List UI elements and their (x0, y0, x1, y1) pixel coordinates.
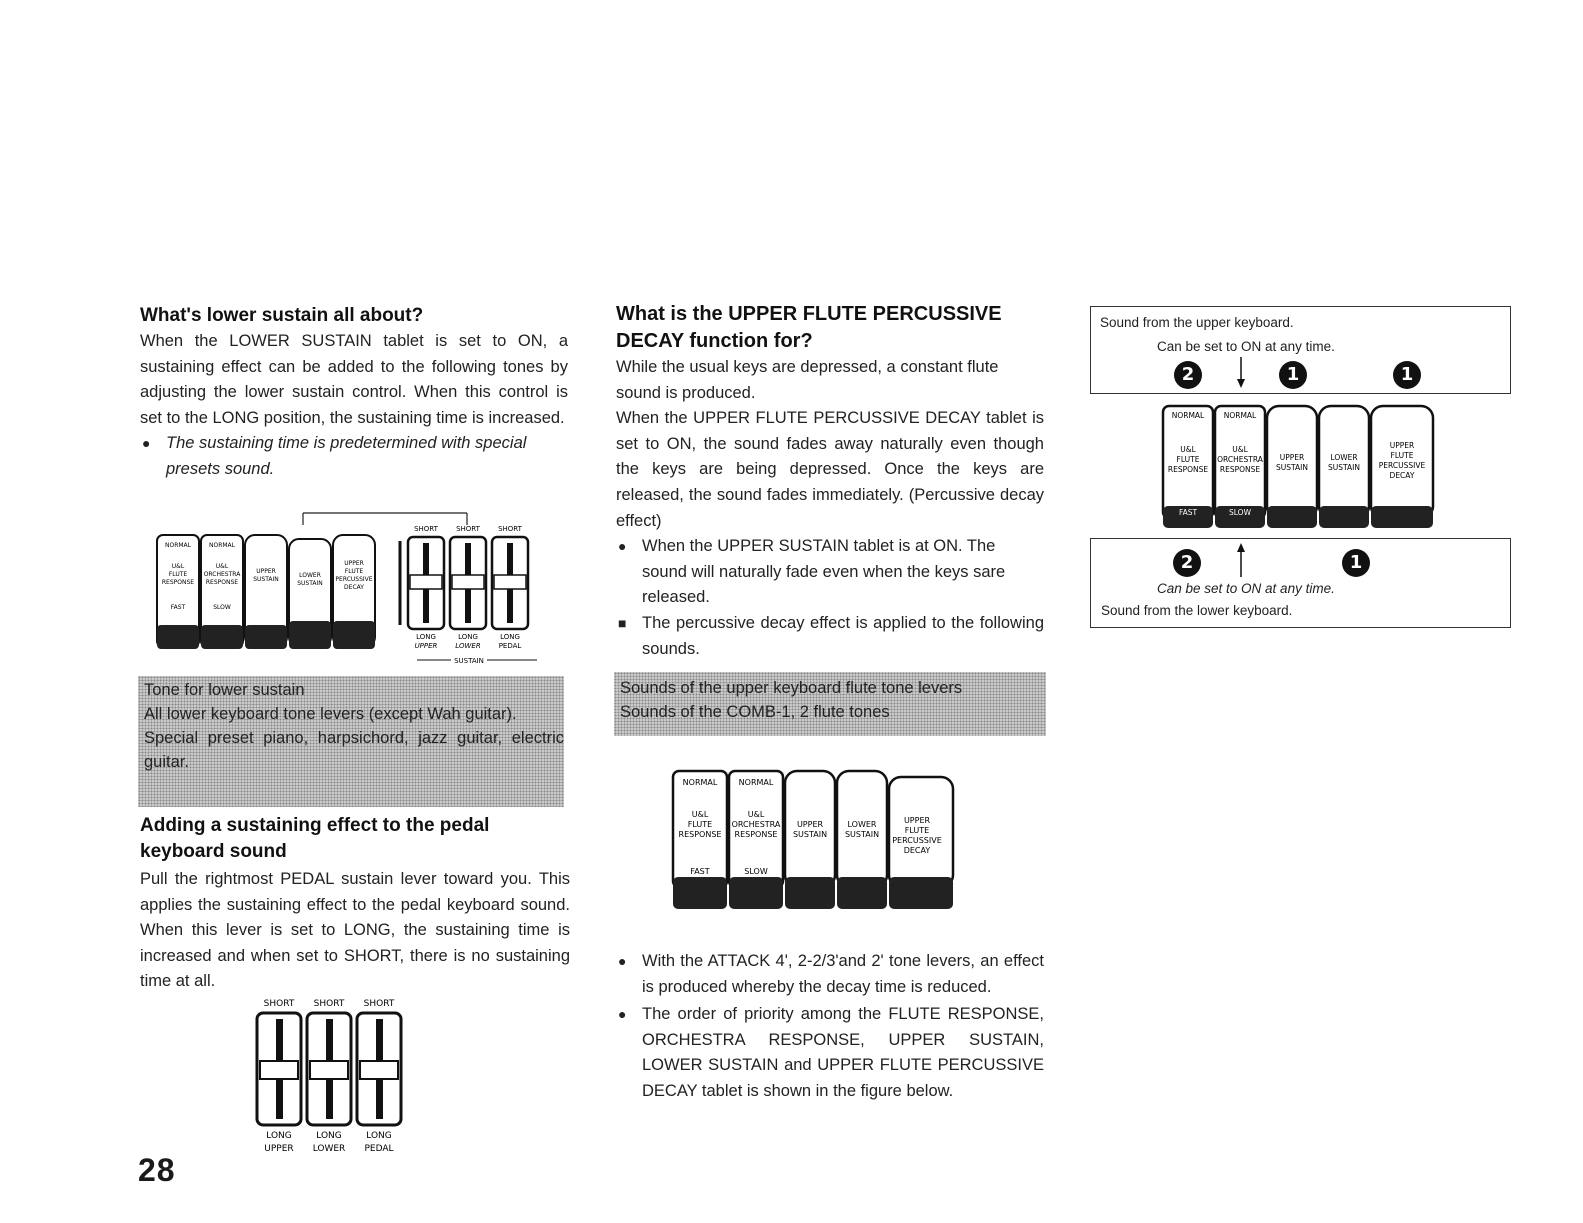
priority-tablets-diagram (670, 765, 960, 915)
sustain-bullet-text: The sustaining time is predetermined with special presets sound. (166, 434, 527, 478)
lower-sustain-tones-title: Tone for lower sustain (144, 681, 305, 699)
lower-sustain-tones-line1: All lower keyboard tone levers (except Wah guitar). (144, 705, 517, 723)
tab1-flute: FLUTE (168, 571, 188, 578)
r1-flute: FLUTE (1176, 455, 1200, 464)
lever2-short: SHORT (456, 525, 480, 533)
upper-box-note: Can be set to ON at any time. (1157, 339, 1335, 354)
r2-response: RESPONSE (1219, 465, 1261, 474)
lever1-upper: UPPER (414, 642, 438, 650)
bullet-icon: ● (142, 435, 151, 452)
lever-pedal (492, 525, 528, 650)
lever2-lower: LOWER (455, 642, 481, 650)
lever-lower (450, 525, 486, 650)
tab2-response: RESPONSE (205, 579, 239, 586)
sustain-body: When the LOWER SUSTAIN tablet is set to ON, a sustaining effect can be added to the following tones by adjusting the lower sustain control. When this control is set to the LONG position, the sustaining time is increased. (140, 332, 568, 427)
tablet-normal-flute (157, 535, 199, 649)
tab5-flute: FLUTE (344, 568, 364, 575)
tab2-ul: U&L (215, 563, 229, 570)
decay-bullet4-text: The order of priority among the FLUTE RESPONSE, ORCHESTRA RESPONSE, UPPER SUSTAIN, LOWER SUSTAIN and UPPER FLUTE PERCUSSIVE DECAY tablet is shown in the figure below. (642, 1005, 1044, 1100)
m2-slow: SLOW (744, 867, 768, 876)
decay-bullet2 (616, 611, 1044, 662)
pedal-lever-pedal (357, 999, 401, 1154)
number-one-icon: 1 (1279, 361, 1307, 389)
r1-response: RESPONSE (1167, 465, 1209, 474)
arrow-up-icon (1234, 543, 1248, 577)
bullet-icon: ■ (618, 614, 627, 631)
tab3-upper: UPPER (256, 568, 276, 575)
m1-flute: FLUTE (687, 820, 713, 829)
sustain-heading: What's lower sustain all about? (140, 305, 424, 326)
m5-percussive: PERCUSSIVE (892, 836, 942, 845)
lever3-pedal: PEDAL (498, 642, 522, 650)
r4-lower: LOWER (1330, 453, 1358, 462)
rtablet-upper-sustain (1267, 406, 1317, 528)
tab1-response: RESPONSE (161, 579, 195, 586)
bullet-icon: ● (618, 538, 627, 555)
plever3-long: LONG (366, 1131, 392, 1141)
page-number: 28 (138, 1152, 176, 1188)
r1-fast: FAST (1178, 508, 1198, 517)
plever3-pedal: PEDAL (364, 1144, 394, 1154)
lever1-long: LONG (416, 633, 436, 641)
lower-keyboard-box (1090, 538, 1511, 628)
m3-upper: UPPER (796, 820, 824, 829)
mtablet-flute (673, 771, 727, 909)
r3-sustain: SUSTAIN (1276, 463, 1308, 472)
m1-ul: U&L (691, 810, 709, 819)
rtablet-flute (1163, 406, 1213, 528)
rtablet-orchestra (1215, 406, 1265, 528)
lower-sustain-tones-box (138, 676, 564, 807)
m5-upper: UPPER (903, 816, 931, 825)
arrow-down-icon (1234, 357, 1248, 389)
m2-ul: U&L (747, 810, 765, 819)
rtablet-lower-sustain (1319, 406, 1369, 528)
column-middle-bottom (616, 949, 1044, 1105)
r5-percussive: PERCUSSIVE (1378, 461, 1426, 470)
tab5-upper: UPPER (344, 560, 364, 567)
r1-normal: NORMAL (1171, 411, 1205, 420)
tab5-decay: DECAY (344, 584, 364, 591)
mtablet-orchestra (729, 771, 783, 909)
column-middle (616, 301, 1044, 662)
lower-box-title: Sound from the lower keyboard. (1101, 603, 1293, 618)
m2-normal: NORMAL (738, 778, 774, 787)
m4-lower: LOWER (847, 820, 877, 829)
plever1-short: SHORT (263, 999, 295, 1009)
number-two-icon: 2 (1174, 361, 1202, 389)
m5-decay: DECAY (903, 846, 931, 855)
plever1-long: LONG (266, 1131, 292, 1141)
tab1-fast: FAST (170, 604, 186, 611)
right-tablets-diagram (1160, 402, 1440, 532)
decay-sounds-line1: Sounds of the upper keyboard flute tone levers (620, 679, 963, 697)
plever3-short: SHORT (363, 999, 395, 1009)
r3-upper: UPPER (1279, 453, 1305, 462)
tab1-normal: NORMAL (164, 542, 192, 549)
number-one-icon: 1 (1393, 361, 1421, 389)
plever2-lower: LOWER (312, 1144, 346, 1154)
lower-sustain-diagram (155, 505, 545, 670)
bullet-icon: ● (618, 953, 627, 969)
decay-sounds-line2: Sounds of the COMB-1, 2 flute tones (620, 703, 890, 721)
decay-bullet1-text: When the UPPER SUSTAIN tablet is at ON. The sound will naturally fade even when the keys sare released. (642, 537, 1006, 607)
bullet-icon: ● (618, 1006, 627, 1023)
column-left (140, 303, 568, 483)
tab2-orchestra: ORCHESTRA (203, 571, 241, 578)
lever-group-sustain: SUSTAIN (454, 657, 484, 665)
lever1-short: SHORT (414, 525, 438, 533)
tablet-upper-flute-percussive-decay (333, 535, 375, 649)
lever-upper (408, 525, 444, 650)
mtablet-lower-sustain (837, 771, 887, 909)
lever3-long: LONG (500, 633, 520, 641)
plever1-upper: UPPER (264, 1144, 294, 1154)
m1-normal: NORMAL (682, 778, 718, 787)
tablet-lower-sustain (289, 539, 331, 649)
tab1-ul: U&L (171, 563, 185, 570)
m4-sustain: SUSTAIN (844, 830, 880, 839)
plever2-long: LONG (316, 1131, 342, 1141)
lower-sustain-tones-line2: Special preset piano, harpsichord, jazz guitar, electric guitar. (144, 729, 564, 771)
m1-fast: FAST (690, 867, 710, 876)
pedal-sustain-levers-diagram (250, 993, 420, 1163)
r2-slow: SLOW (1229, 508, 1251, 517)
mtablet-percussive-decay (889, 777, 953, 909)
r5-upper: UPPER (1389, 441, 1415, 450)
r5-decay: DECAY (1389, 471, 1415, 480)
pedal-lever-lower (307, 999, 351, 1154)
decay-para1: While the usual keys are depressed, a constant flute sound is produced. (616, 358, 999, 402)
decay-bullet1 (616, 534, 1044, 611)
decay-heading: What is the UPPER FLUTE PERCUSSIVE DECAY function for? (616, 303, 1002, 352)
tab5-percussive: PERCUSSIVE (335, 576, 373, 583)
mtablet-upper-sustain (785, 771, 835, 909)
r2-orchestra: ORCHESTRA (1217, 455, 1263, 464)
tab2-normal: NORMAL (208, 542, 236, 549)
tablet-normal-orchestra (201, 535, 243, 649)
r4-sustain: SUSTAIN (1328, 463, 1360, 472)
number-two-icon: 2 (1173, 549, 1201, 577)
tab3-sustain: SUSTAIN (253, 576, 279, 583)
m2-orchestra: ORCHESTRA (731, 820, 781, 829)
pedal-heading: Adding a sustaining effect to the pedal keyboard sound (140, 815, 490, 862)
upper-box-title: Sound from the upper keyboard. (1100, 315, 1294, 330)
upper-keyboard-box (1090, 306, 1511, 394)
r2-normal: NORMAL (1223, 411, 1257, 420)
decay-bullet3-text: With the ATTACK 4', 2-2/3'and 2' tone levers, an effect is produced whereby the decay time is reduced. (642, 952, 1044, 996)
decay-bullet4 (616, 1002, 1044, 1104)
r5-flute: FLUTE (1390, 451, 1414, 460)
lower-box-note: Can be set to ON at any time. (1157, 581, 1335, 596)
decay-sounds-box (614, 672, 1046, 736)
decay-bullet2-text: The percussive decay effect is applied to the following sounds. (642, 613, 1044, 658)
r2-ul: U&L (1232, 445, 1248, 454)
plever2-short: SHORT (313, 999, 345, 1009)
lever2-long: LONG (458, 633, 478, 641)
r1-ul: U&L (1180, 445, 1196, 454)
m5-flute: FLUTE (904, 826, 930, 835)
decay-bullet3 (616, 949, 1044, 1000)
pedal-body: Pull the rightmost PEDAL sustain lever toward you. This applies the sustaining effect to the pedal keyboard sound. When this lever is set to LONG, the sustaining time is increased and when set to SHORT, there is no sustaining time at all. (140, 870, 570, 991)
m3-sustain: SUSTAIN (792, 830, 828, 839)
decay-para2: When the UPPER FLUTE PERCUSSIVE DECAY tablet is set to ON, the sound fades away naturally even though the keys are being depressed. Once the keys are released, the sound fades immediately. (Percussive decay effect) (616, 409, 1044, 530)
tab2-slow: SLOW (213, 604, 231, 611)
pedal-lever-upper (257, 999, 301, 1154)
sustain-bullet (140, 431, 568, 482)
tablet-upper-sustain (245, 535, 287, 649)
tab4-lower: LOWER (299, 572, 321, 579)
pedal-section (140, 813, 570, 995)
number-one-icon: 1 (1342, 549, 1370, 577)
tab4-sustain: SUSTAIN (297, 580, 323, 587)
rtablet-percussive-decay (1371, 406, 1433, 528)
m2-response: RESPONSE (734, 830, 778, 839)
m1-response: RESPONSE (678, 830, 722, 839)
lever3-short: SHORT (498, 525, 522, 533)
